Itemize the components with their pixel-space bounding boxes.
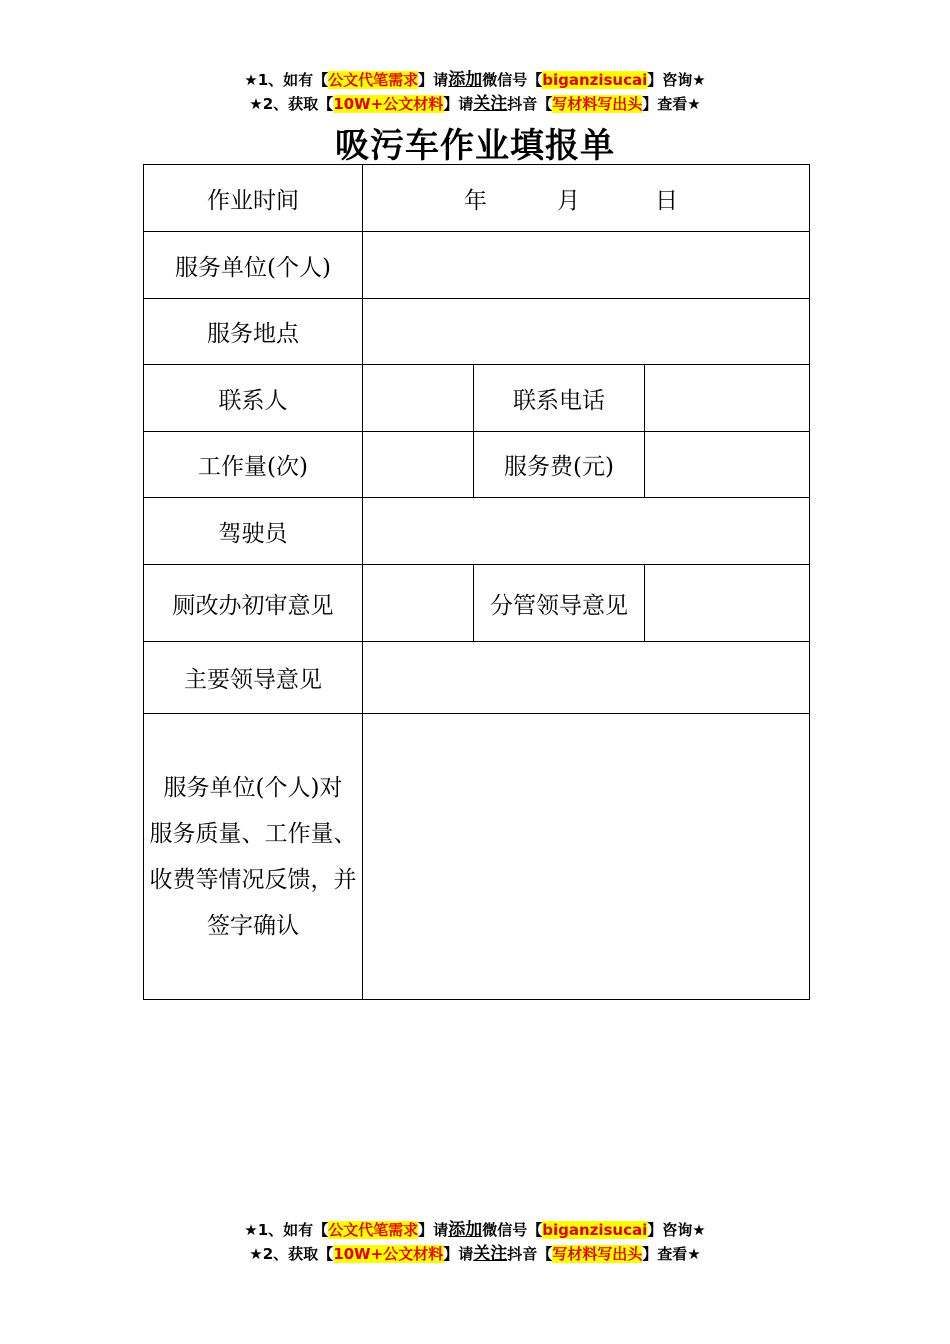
driver-label: 驾驶员 [144, 498, 363, 565]
feedback-label [144, 714, 363, 1000]
branch-leader-opinion-label: 分管领导意见 [474, 565, 645, 642]
star-icon: ★ [244, 71, 258, 89]
wechat-id: biganzisucai [542, 71, 648, 89]
banner-text: 微信号【 [482, 1221, 543, 1239]
star-icon: ★ [692, 1221, 706, 1239]
row-driver [144, 498, 810, 565]
banner-line-1 [0, 68, 950, 92]
banner-text: 】咨询 [647, 71, 693, 89]
banner-highlight: 10W+公文材料 [333, 1245, 444, 1263]
contact-label: 联系人 [144, 365, 363, 432]
row-work-time [144, 165, 810, 232]
page-title: 吸污车作业填报单 [335, 126, 615, 166]
feedback-signature-field[interactable] [363, 714, 810, 1000]
banner-text: 抖音【 [507, 95, 553, 113]
star-icon: ★ [687, 1245, 701, 1263]
contact-phone-label: 联系电话 [474, 365, 645, 432]
top-banner [0, 68, 950, 116]
row-workload [144, 432, 810, 498]
banner-line-2 [0, 92, 950, 116]
star-icon: ★ [687, 95, 701, 113]
banner-text: 】查看 [642, 1245, 688, 1263]
banner-text: 1、如有【 [257, 71, 329, 89]
banner-text: 】咨询 [647, 1221, 693, 1239]
feedback-line: 签字确认 [207, 912, 299, 939]
service-unit-label: 服务单位(个人) [144, 232, 363, 299]
driver-field[interactable] [363, 498, 810, 565]
banner-text: 】请 [418, 1221, 449, 1239]
banner-text: 】请 [443, 95, 474, 113]
toilet-office-opinion-label: 厕改办初审意见 [144, 565, 363, 642]
workload-label: 工作量(次) [144, 432, 363, 498]
banner-text: 2、获取【 [262, 1245, 334, 1263]
banner-text: 】请 [418, 71, 449, 89]
service-unit-field[interactable] [363, 232, 810, 299]
banner-underline: 关注 [473, 94, 508, 114]
douyin-account: 写材料写出头 [552, 95, 643, 113]
star-icon: ★ [249, 95, 263, 113]
banner-text: 】查看 [642, 95, 688, 113]
row-feedback [144, 714, 810, 1000]
row-service-location [144, 299, 810, 365]
banner-highlight: 公文代笔需求 [328, 1221, 419, 1239]
banner-underline: 关注 [473, 1244, 508, 1264]
row-contact [144, 365, 810, 432]
bottom-banner [0, 1218, 950, 1266]
service-fee-field[interactable] [645, 432, 810, 498]
year-label: 年 [464, 187, 488, 214]
banner-text: 1、如有【 [257, 1221, 329, 1239]
main-leader-opinion-field[interactable] [363, 642, 810, 714]
service-location-field[interactable] [363, 299, 810, 365]
feedback-line: 服务质量、工作量、 [149, 820, 357, 847]
branch-leader-opinion-field[interactable] [645, 565, 810, 642]
work-time-label: 作业时间 [144, 165, 363, 232]
banner-line-2 [0, 1242, 950, 1266]
feedback-line: 服务单位(个人)对 [163, 774, 343, 801]
feedback-line: 收费等情况反馈，并 [149, 866, 357, 893]
row-opinions [144, 565, 810, 642]
service-fee-label: 服务费(元) [474, 432, 645, 498]
banner-text: 2、获取【 [262, 95, 334, 113]
contact-field[interactable] [363, 365, 474, 432]
star-icon: ★ [692, 71, 706, 89]
service-location-label: 服务地点 [144, 299, 363, 365]
date-field [464, 182, 678, 215]
toilet-office-opinion-field[interactable] [363, 565, 474, 642]
star-icon: ★ [244, 1221, 258, 1239]
banner-text: 抖音【 [507, 1245, 553, 1263]
work-time-field[interactable] [363, 165, 810, 232]
banner-text: 】请 [443, 1245, 474, 1263]
banner-highlight: 10W+公文材料 [333, 95, 444, 113]
contact-phone-field[interactable] [645, 365, 810, 432]
wechat-id: biganzisucai [542, 1221, 648, 1239]
banner-text: 微信号【 [482, 71, 543, 89]
report-form-table [143, 164, 810, 1000]
row-service-unit [144, 232, 810, 299]
star-icon: ★ [249, 1245, 263, 1263]
day-label: 日 [655, 187, 679, 214]
banner-highlight: 公文代笔需求 [328, 71, 419, 89]
banner-underline: 添加 [448, 70, 483, 90]
douyin-account: 写材料写出头 [552, 1245, 643, 1263]
row-main-leader [144, 642, 810, 714]
banner-underline: 添加 [448, 1220, 483, 1240]
banner-line-1 [0, 1218, 950, 1242]
workload-field[interactable] [363, 432, 474, 498]
main-leader-opinion-label: 主要领导意见 [144, 642, 363, 714]
month-label: 月 [557, 187, 581, 214]
